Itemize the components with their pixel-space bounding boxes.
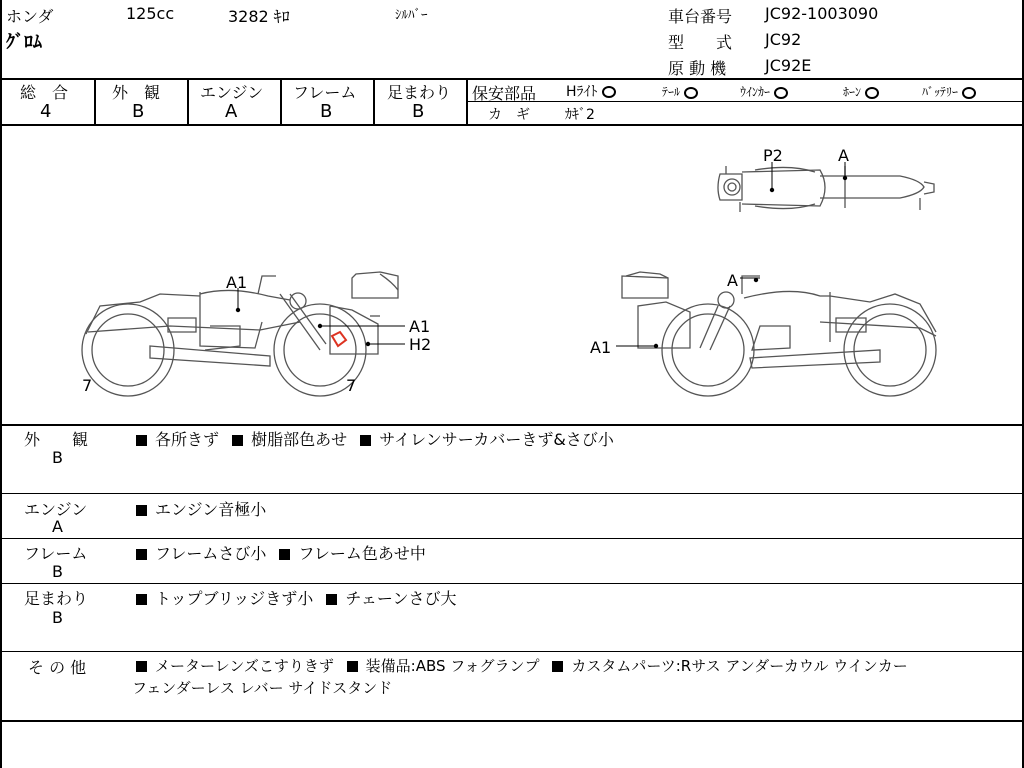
note-other-continuation: フェンダーレス レバー サイドスタンド <box>132 679 393 697</box>
note-exterior-label: 外 観 <box>24 430 89 449</box>
notes-bottom-line <box>0 720 1024 722</box>
type-value: JC92 <box>765 30 802 49</box>
bullet-icon <box>360 435 371 446</box>
bullet-icon <box>326 594 337 605</box>
safety-mid-line <box>466 101 1024 102</box>
note-engine-items: エンジン音極小 <box>136 497 266 520</box>
bullet-icon <box>347 661 358 672</box>
ok-circle-icon <box>962 87 976 99</box>
note-exterior-grade: B <box>52 448 63 467</box>
ok-circle-icon <box>865 87 879 99</box>
grade-div-1 <box>94 78 96 126</box>
bullet-icon <box>552 661 563 672</box>
label-right-a: A <box>727 271 738 290</box>
ok-circle-icon <box>684 87 698 99</box>
grade-engine-value: A <box>225 101 238 122</box>
bullet-icon <box>136 435 147 446</box>
ok-circle-icon <box>774 87 788 99</box>
motorcycle-right-view <box>622 272 936 396</box>
bullet-icon <box>136 549 147 560</box>
key-label: カ ギ <box>488 107 530 123</box>
label-left-7a: 7 <box>82 376 93 395</box>
key-value: ｶｷﾞ2 <box>565 107 595 123</box>
bullet-icon <box>232 435 243 446</box>
notes-line-1 <box>0 493 1024 494</box>
mileage: 3282 ｷﾛ <box>228 7 290 26</box>
label-left-a1-top: A1 <box>226 273 248 292</box>
note-other-label: そ の 他 <box>28 658 87 677</box>
note-frame-grade: B <box>52 562 63 581</box>
label-left-a1-right: A1 <box>409 317 431 336</box>
engine-label: 原 動 機 <box>668 59 727 78</box>
grade-suspension-value: B <box>412 101 425 122</box>
note-engine-label: エンジン <box>24 500 88 519</box>
motorcycle-damage-diagram <box>0 126 1024 424</box>
engine-value: JC92E <box>765 56 812 75</box>
type-label: 型 式 <box>668 33 733 52</box>
notes-line-4 <box>0 651 1024 652</box>
note-suspension-items: トップブリッジきず小 チェーンさび大 <box>136 586 457 609</box>
note-frame-items: フレームさび小 フレーム色あせ中 <box>136 541 426 564</box>
label-right-a1: A1 <box>590 338 612 357</box>
grade-exterior-label: 外 観 <box>112 83 161 102</box>
grade-frame-value: B <box>320 101 333 122</box>
grade-div-3 <box>280 78 282 126</box>
grade-div-4 <box>373 78 375 126</box>
notes-top-line <box>0 424 1024 426</box>
bullet-icon <box>136 594 147 605</box>
note-engine-grade: A <box>52 517 63 536</box>
safety-item-horn: ﾎｰﾝ <box>843 83 879 100</box>
label-top-a: A <box>838 146 849 165</box>
note-exterior-items: 各所きず 樹脂部色あせ サイレンサーカバーきず&さび小 <box>136 427 614 450</box>
ok-circle-icon <box>602 86 616 98</box>
label-left-h2: H2 <box>409 335 432 354</box>
model-name: ｸﾞﾛﾑ <box>6 32 42 53</box>
grade-overall-value: 4 <box>40 101 52 122</box>
notes-line-2 <box>0 538 1024 539</box>
safety-title: 保安部品 <box>472 84 537 103</box>
grade-frame-label: フレーム <box>293 83 357 102</box>
grade-suspension-label: 足まわり <box>387 83 452 102</box>
safety-item-winker: ｳｲﾝｶｰ <box>740 83 788 100</box>
bullet-icon <box>279 549 290 560</box>
label-top-p2: P2 <box>763 146 783 165</box>
note-other-items: メーターレンズこすりきず 装備品:ABS フォグランプ カスタムパーツ:Rサス アンダーカウル ウインカー <box>136 655 908 676</box>
grade-div-5 <box>466 78 468 126</box>
bullet-icon <box>136 505 147 516</box>
frame-no-label: 車台番号 <box>668 7 733 26</box>
frame-no: JC92-1003090 <box>765 4 879 23</box>
notes-line-3 <box>0 583 1024 584</box>
label-left-7b: 7 <box>346 376 357 395</box>
grade-div-2 <box>187 78 189 126</box>
note-suspension-grade: B <box>52 608 63 627</box>
motorcycle-top-view <box>718 166 934 212</box>
note-suspension-label: 足まわり <box>24 589 89 608</box>
grade-engine-label: エンジン <box>200 83 264 102</box>
safety-item-hlight: Hﾗｲﾄ <box>566 81 616 101</box>
grade-exterior-value: B <box>132 101 145 122</box>
color: ｼﾙﾊﾞｰ <box>395 8 428 23</box>
bullet-icon <box>136 661 147 672</box>
damage-marker-icon <box>332 332 346 346</box>
maker: ホンダ <box>6 7 54 26</box>
grade-overall-label: 総 合 <box>20 83 69 102</box>
displacement: 125cc <box>126 4 175 23</box>
safety-item-tail: ﾃｰﾙ <box>662 83 698 100</box>
note-frame-label: フレーム <box>24 544 88 563</box>
safety-item-battery: ﾊﾞｯﾃﾘｰ <box>922 83 976 100</box>
